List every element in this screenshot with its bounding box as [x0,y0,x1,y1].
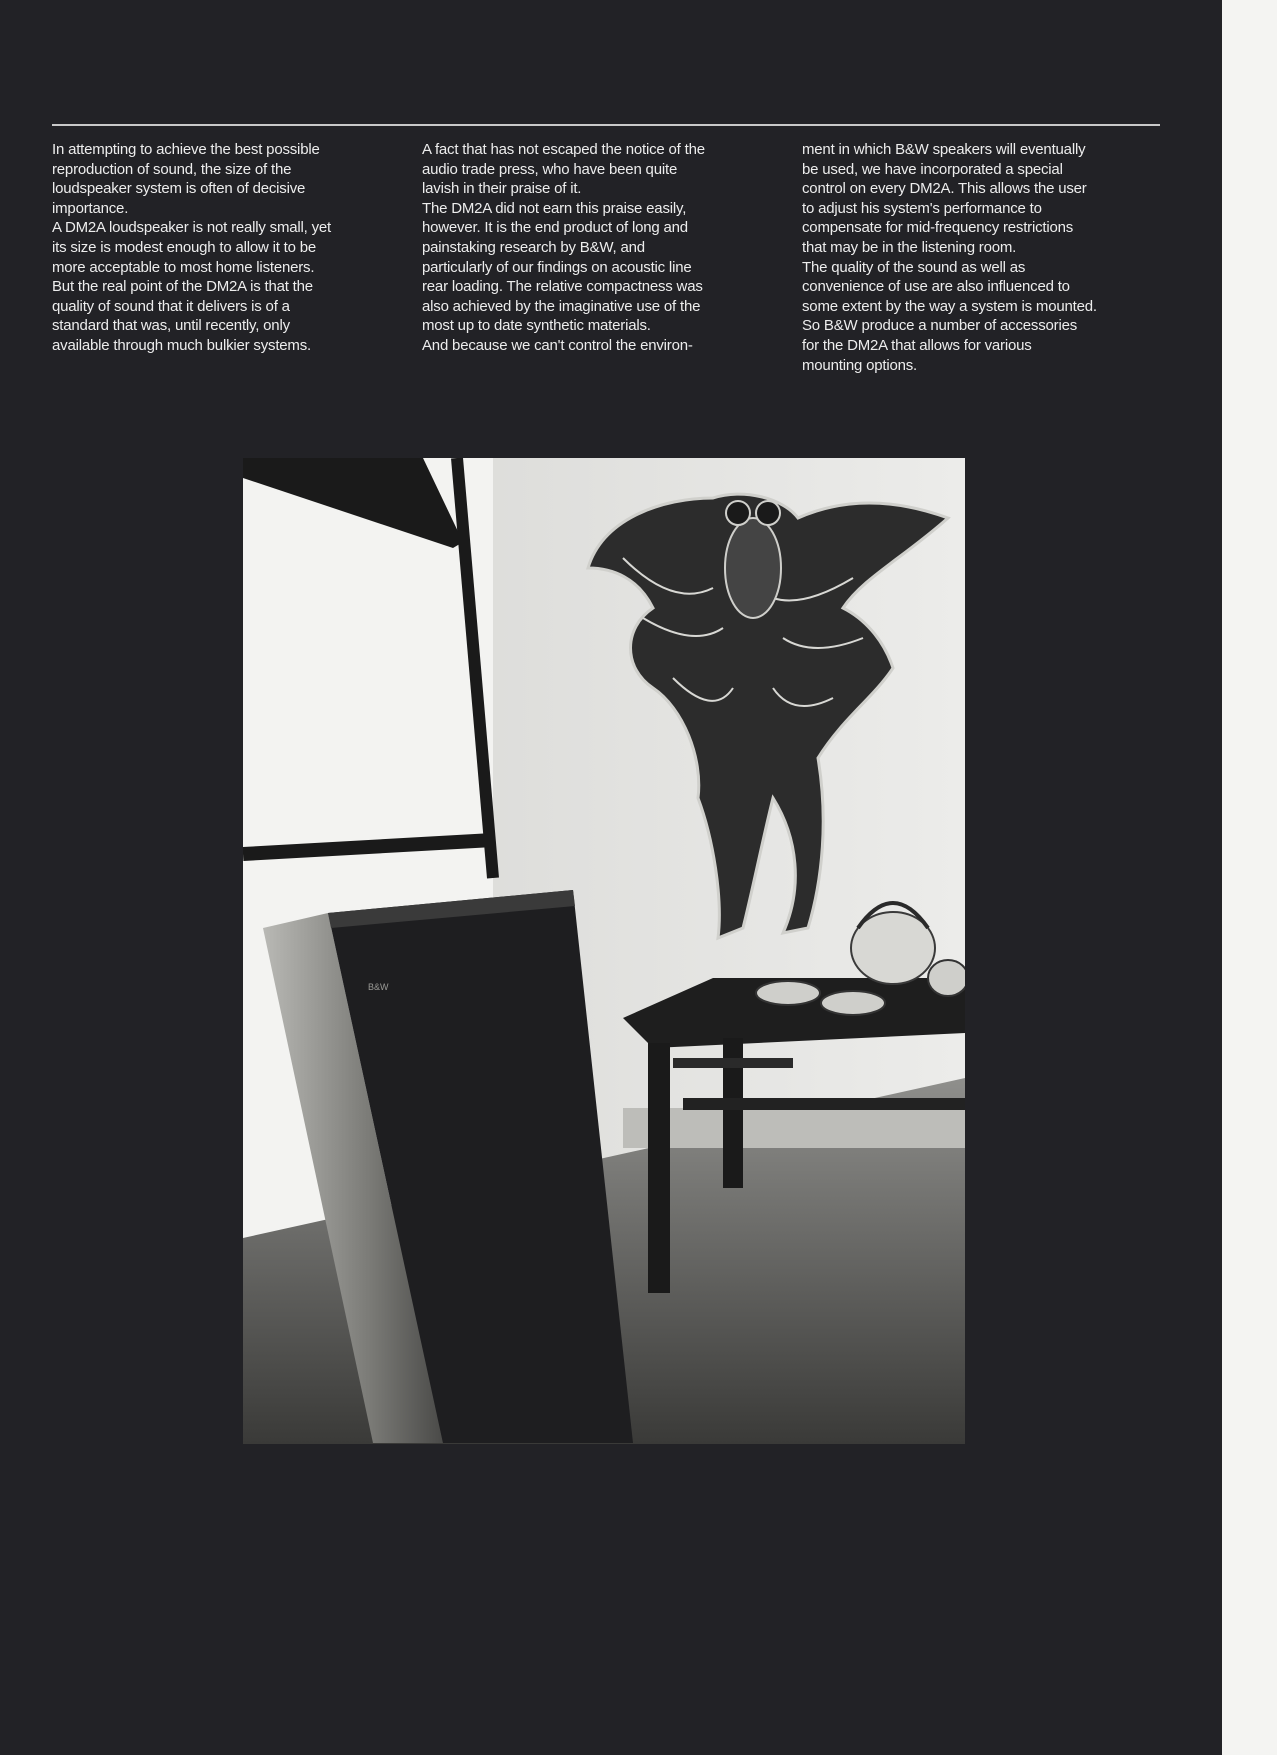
text-line: lavish in their praise of it. [422,180,582,198]
top-rule [52,124,1160,126]
text-line: So B&W produce a number of accessories [802,317,1078,335]
text-line: standard that was, until recently, only [52,317,290,335]
text-line: be used, we have incorporated a special [802,160,1063,178]
text-line: for the DM2A that allows for various [802,336,1032,354]
text-line: A DM2A loudspeaker is not really small, yet [52,219,332,237]
text-column-2 [422,140,776,356]
room-photo [243,458,965,1444]
text-line: most up to date synthetic materials. [422,317,651,335]
text-line: mounting options. [802,356,918,374]
text-line: But the real point of the DM2A is that the [52,278,313,296]
text-line: reproduction of sound, the size of the [52,160,292,178]
text-line: compensate for mid-frequency restrictions [802,219,1074,237]
text-line: And because we can't control the environ- [422,336,693,354]
text-line: more acceptable to most home listeners. [52,258,315,276]
text-line: In attempting to achieve the best possible [52,141,320,158]
text-line: audio trade press, who have been quite [422,160,678,178]
text-line: control on every DM2A. This allows the user [802,180,1087,198]
text-line: The quality of the sound as well as [802,258,1026,276]
floor-rug [623,1108,965,1148]
text-line: painstaking research by B&W, and [422,238,645,256]
text-line: loudspeaker system is often of decisive [52,180,306,198]
text-line: its size is modest enough to allow it to be [52,238,317,256]
text-line: A fact that has not escaped the notice of the [422,141,705,158]
text-line: ment in which B&W speakers will eventually [802,141,1086,158]
speaker-badge: B&W [368,982,389,992]
text-line: The DM2A did not earn this praise easily, [422,199,687,217]
text-line: that may be in the listening room. [802,238,1017,256]
text-line: rear loading. The relative compactness was [422,278,703,296]
text-line: available through much bulkier systems. [52,336,311,354]
text-line: particularly of our findings on acoustic line [422,258,692,276]
room-photo-illustration [243,458,965,1444]
text-line: to adjust his system's performance to [802,199,1042,217]
text-line: importance. [52,199,129,217]
text-line: convenience of use are also influenced to [802,278,1070,296]
text-line: also achieved by the imaginative use of the [422,297,701,315]
text-line: quality of sound that it delivers is of a [52,297,290,315]
text-line: however. It is the end product of long and [422,219,688,237]
text-column-1 [52,140,402,356]
text-line: some extent by the way a system is mounted. [802,297,1097,315]
text-column-3 [802,140,1162,375]
